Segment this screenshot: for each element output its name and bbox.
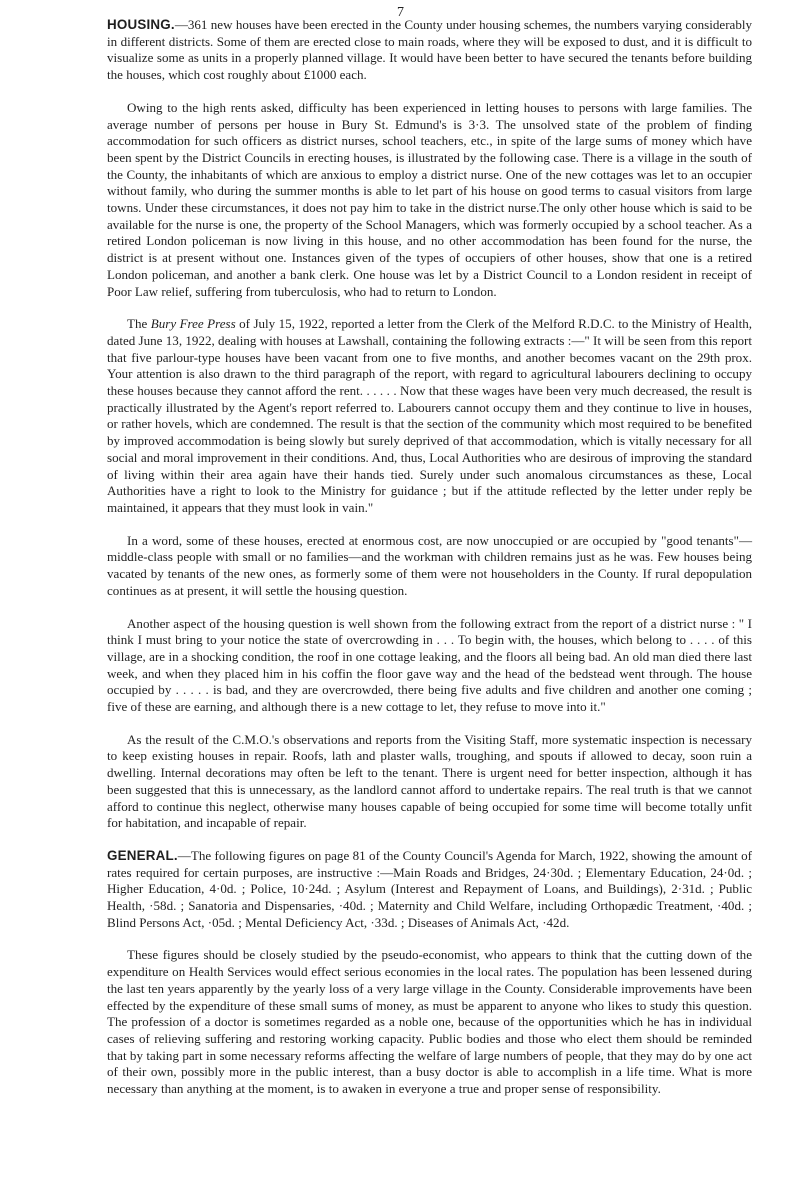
general-heading: GENERAL. — [107, 847, 178, 863]
general-paragraph-2: These figures should be closely studied by the pseudo-economist, who appears to think that the cutting down of the expenditure on Health Services would effect serious economies in the local rates. The population has been lessened during the last ten years apparently by the yearly loss of a very large village in the County. Considerable improvements have been effected by the expenditure of these small sums of money, as must be apparent to anyone who likes to study this question. The profession of a doctor is sometimes regarded as a noble one, because of the opportunities which he has in individual cases of relieving suffering and restoring working capacity. Public bodies and those who elect them should be reminded that by taking part in some necessary reforms affecting the welfare of large numbers of people, that they may do by one act of their own, possibly more in the public interest, than a busy doctor is able to accomplish in a life time. What is more necessary than anything at the moment, is to awaken in everyone a true and proper sense of responsibility. — [107, 947, 752, 1097]
paragraph-gap — [107, 600, 752, 616]
housing-paragraph-1 — [107, 17, 752, 84]
paragraph-gap — [107, 931, 752, 947]
body-text — [107, 17, 752, 1098]
housing-paragraph-4: In a word, some of these houses, erected at enormous cost, are now unoccupied or are occupied by "good tenants"—middle-class people with small or no families—and the workman with children remains just as he was. Few houses being vacated by tenants of the new ones, as formerly some of them were not householders in the County. If rural depopulation continues as at present, it will settle the housing question. — [107, 532, 752, 598]
housing-paragraph-3 — [107, 316, 752, 516]
newspaper-title: Bury Free Press — [150, 316, 236, 332]
housing-heading: HOUSING. — [107, 17, 175, 32]
paragraph-gap — [107, 517, 752, 533]
paragraph-gap — [107, 716, 752, 732]
paragraph-gap — [107, 84, 752, 100]
page-number: 7 — [397, 5, 404, 20]
general-paragraph-1 — [107, 848, 752, 932]
general-paragraph-1-text: —The following figures on page 81 of the County Council's Agenda for March, 1922, showing the amount of rates required for certain purposes, are instructive :—Main Roads and Bridges, 24·30d. ; Elementary Education, 24·0d. ; Higher Education, 4·0d. ; Police, 10·24d. ; Asylum (Interest and Repayment of Loans, and Buildings), 2·31d. ; Public Health, ·58d. ; Sanatoria and Dispensaries, ·40d. ; Maternity and Child Welfare, including Orthopædic Treatment, ·40d. ; Blind Persons Act, ·05d. ; Mental Deficiency Act, ·33d. ; Diseases of Animals Act, ·42d. — [107, 847, 752, 930]
paragraph-gap — [107, 300, 752, 316]
housing-paragraph-2: Owing to the high rents asked, difficulty has been experienced in letting houses to persons with large families. The average number of persons per house in Bury St. Edmund's is 3·3. The unsolved state of the problem of finding accommodation for such officers as district nurses, school teachers, etc., in spite of the large sums of money which have been spent by the District Councils in erecting houses, is illustrated by the following case. There is a village in the south of the County, the inhabitants of which are anxious to employ a district nurse. One of the new cottages was let to an occupier without family, who during the summer months is able to let part of his house on good terms to casual visitors from large towns. Under these circumstances, it does not pay him to take in the district nurse.The only other house which is said to be available for the nurse is one, the property of the School Managers, which was formerly occupied by a school teacher. As a retired London policeman is now living in this house, and no other accommodation has been found for the nurse, the district is at present without one. Instances given of the types of occupiers of other houses, show that one is a retired London policeman, and another a bank clerk. One house was let by a District Council to a London resident in receipt of Poor Law relief, suffering from tuberculosis, who had to return to London. — [107, 99, 752, 299]
housing-paragraph-3-lead: The — [127, 316, 151, 332]
housing-paragraph-5: Another aspect of the housing question is well shown from the following extract from the report of a district nurse : " I think I must bring to your notice the state of overcrowding in . . . To begin with, the houses, which belong to . . . . of this village, are in a shocking condition, the roof in one cottage leaking, and the floors all being bad. An old man died there last week, and when they placed him in his coffin the floor gave way and the head of the bedstead went through. The house occupied by . . . . . is bad, and they are overcrowded, there being five adults and five children and another one coming ; five of these are earning, and although there is a new cottage to let, they refuse to move into it." — [107, 615, 752, 715]
housing-paragraph-3-text: of July 15, 1922, reported a letter from the Clerk of the Melford R.D.C. to the Ministry of Health, dated June 13, 1922, dealing with houses at Lawshall, containing the following extracts :—" It will be seen from this report that five parlour-type houses have been vacant from one to five months, and another becomes vacant on the 29th prox. Your attention is also drawn to the third paragraph of the report, with regard to agricultural labourers declining to occupy these houses because they cannot afford the rent. . . . . . Now that these wages have been very much decreased, the result is practically illustrated by the Agent's report referred to. Labourers cannot occupy them and they continue to live in houses, or rather hovels, which are condemned. The result is that the section of the community which most required to be benefited by improved accommodation is being slowly but surely deprived of that accommodation, which is vitally necessary for all social and moral improvement in their conditions. And, thus, Local Authorities who are desirous of improving the standard of living within their area again have their hands tied. Surely under such anomalous circumstances as these, Local Authorities have a right to look to the Ministry for guidance ; but if the attitude reflected by the letter under reply be maintained, it appears that they must look in vain." — [107, 316, 752, 515]
housing-paragraph-6: As the result of the C.M.O.'s observations and reports from the Visiting Staff, more systematic inspection is necessary to keep existing houses in repair. Roofs, lath and plaster walls, troughing, and spouts if allowed to decay, soon ruin a dwelling. Internal decorations may often be left to the tenant. There is urgent need for better inspection, although it has been suggested that this is unnecessary, as the landlord cannot afford to undertake repairs. The real truth is that we cannot afford to continue this neglect, otherwise many houses capable of being occupied for some time will become totally unfit for habitation, and incapable of repair. — [107, 731, 752, 831]
paragraph-gap — [107, 832, 752, 848]
housing-paragraph-1-text: —361 new houses have been erected in the County under housing schemes, the numbers varying considerably in different districts. Some of them are erected close to main roads, where they will be exposed to dust, and it is difficult to visualize some as units in a properly planned village. It would have been better to have secured the tenants before building the houses, which cost roughly about £1000 each. — [107, 17, 752, 83]
